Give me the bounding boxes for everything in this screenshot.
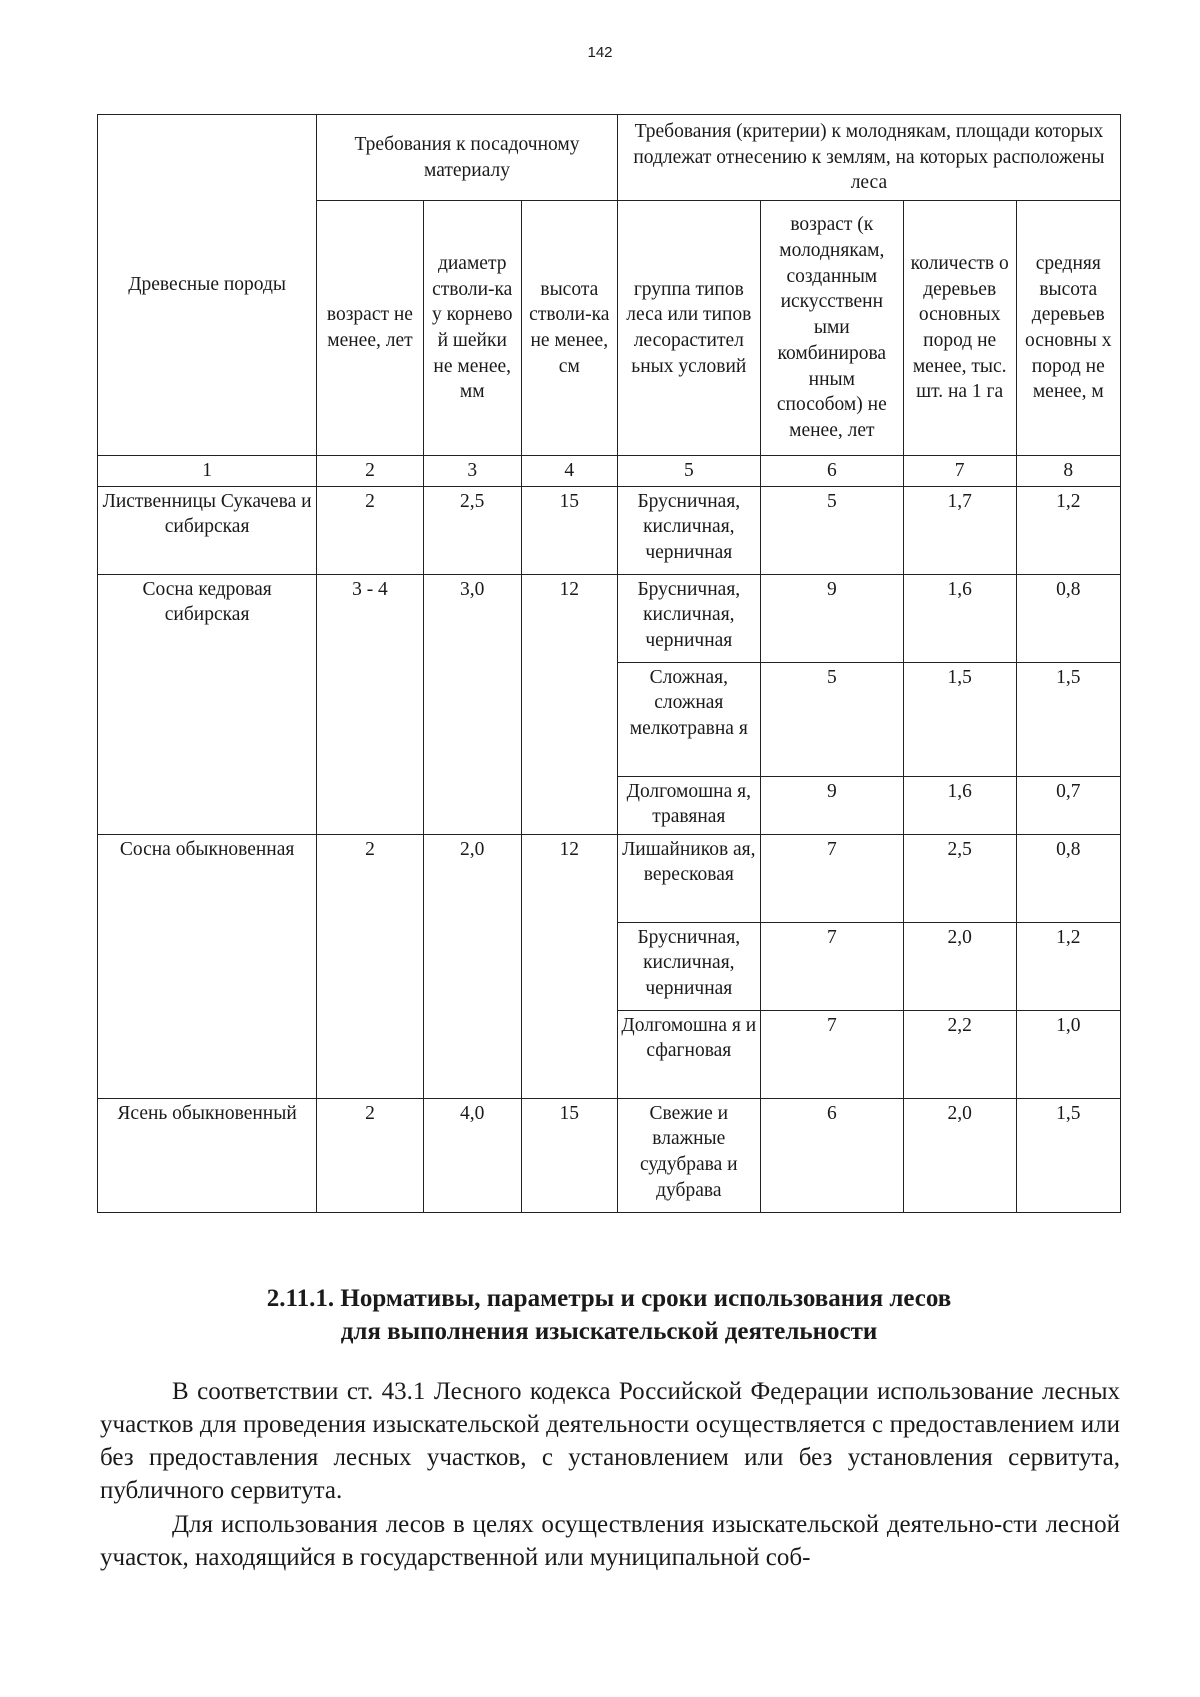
column-numbers-row [98, 456, 1121, 487]
section-heading-line-1: 2.11.1. Нормативы, параметры и сроки использования лесов [266, 1285, 952, 1312]
tree-count-cell: 2,2 [903, 1010, 1016, 1098]
header-diameter: диаметр стволи-ка у корнево й шейки не менее, мм [423, 201, 521, 456]
age-cell: 2 [317, 834, 423, 1098]
avg-height-cell: 0,8 [1016, 834, 1120, 922]
forest-type-cell: Брусничная, кисличная, черничная [617, 922, 760, 1010]
species-cell: Лиственницы Сукачева и сибирская [98, 486, 317, 574]
header-young-age: возраст (к молоднякам, созданным искусственн ыми комбинирова нным способом) не менее, лет [760, 201, 903, 456]
tree-count-cell: 1,6 [903, 574, 1016, 662]
young-age-cell: 9 [760, 776, 903, 834]
column-number: 4 [521, 456, 617, 487]
header-row-1 [98, 115, 1121, 201]
column-number: 2 [317, 456, 423, 487]
header-species: Древесные породы [98, 115, 317, 456]
age-cell: 3 - 4 [317, 574, 423, 834]
header-planting-material: Требования к посадочному материалу [317, 115, 618, 201]
column-number: 8 [1016, 456, 1120, 487]
section-heading [97, 1282, 1121, 1348]
species-cell: Сосна кедровая сибирская [98, 574, 317, 834]
avg-height-cell: 0,7 [1016, 776, 1120, 834]
tree-count-cell: 1,6 [903, 776, 1016, 834]
forest-type-cell: Долгомошна я, травяная [617, 776, 760, 834]
diameter-cell: 2,5 [423, 486, 521, 574]
forest-type-cell: Сложная, сложная мелкотравна я [617, 662, 760, 776]
young-age-cell: 7 [760, 1010, 903, 1098]
diameter-cell: 3,0 [423, 574, 521, 834]
header-forest-type: группа типов леса или типов лесорастител ьных условий [617, 201, 760, 456]
young-age-cell: 7 [760, 922, 903, 1010]
column-number: 6 [760, 456, 903, 487]
avg-height-cell: 1,0 [1016, 1010, 1120, 1098]
height-cell: 12 [521, 834, 617, 1098]
species-cell: Сосна обыкновенная [98, 834, 317, 1098]
height-cell: 15 [521, 1098, 617, 1212]
column-number: 7 [903, 456, 1016, 487]
species-cell: Ясень обыкновенный [98, 1098, 317, 1212]
diameter-cell: 4,0 [423, 1098, 521, 1212]
young-age-cell: 9 [760, 574, 903, 662]
table-row [98, 486, 1121, 574]
young-age-cell: 7 [760, 834, 903, 922]
section-heading-line-2: для выполнения изыскательской деятельности [340, 1318, 878, 1345]
column-number: 3 [423, 456, 521, 487]
age-cell: 2 [317, 1098, 423, 1212]
avg-height-cell: 1,5 [1016, 662, 1120, 776]
young-age-cell: 5 [760, 486, 903, 574]
table-row [98, 574, 1121, 662]
norms-table [97, 114, 1121, 1213]
tree-count-cell: 2,5 [903, 834, 1016, 922]
column-number: 1 [98, 456, 317, 487]
header-tree-count: количеств о деревьев основных пород не менее, тыс. шт. на 1 га [903, 201, 1016, 456]
header-age: возраст не менее, лет [317, 201, 423, 456]
young-age-cell: 5 [760, 662, 903, 776]
avg-height-cell: 1,5 [1016, 1098, 1120, 1212]
forest-type-cell: Брусничная, кисличная, черничная [617, 486, 760, 574]
forest-type-cell: Долгомошна я и сфагновая [617, 1010, 760, 1098]
table-row [98, 1098, 1121, 1212]
table-row [98, 834, 1121, 922]
paragraph-2: Для использования лесов в целях осуществления изыскательской деятельно-сти лесной участок, находящийся в государственной или муниципальной соб- [100, 1511, 1120, 1571]
header-height: высота стволи-ка не менее, см [521, 201, 617, 456]
column-number: 5 [617, 456, 760, 487]
paragraph-1: В соответствии ст. 43.1 Лесного кодекса Российской Федерации использование лесных участков для проведения изыскательской деятельности осуществляется с предоставлением или без предоставления лесных участков, с установлением или без установления сервитута, публичного сервитута. [100, 1378, 1120, 1504]
young-age-cell: 6 [760, 1098, 903, 1212]
header-avg-height: средняя высота деревьев основны х пород не менее, м [1016, 201, 1120, 456]
avg-height-cell: 1,2 [1016, 922, 1120, 1010]
forest-type-cell: Свежие и влажные судубрава и дубрава [617, 1098, 760, 1212]
height-cell: 15 [521, 486, 617, 574]
forest-type-cell: Брусничная, кисличная, черничная [617, 574, 760, 662]
diameter-cell: 2,0 [423, 834, 521, 1098]
header-young-stands: Требования (критерии) к молоднякам, площади которых подлежат отнесению к землям, на которых расположены леса [617, 115, 1120, 201]
age-cell: 2 [317, 486, 423, 574]
page-number: 142 [587, 44, 613, 61]
tree-count-cell: 2,0 [903, 922, 1016, 1010]
tree-count-cell: 2,0 [903, 1098, 1016, 1212]
forest-type-cell: Лишайников ая, вересковая [617, 834, 760, 922]
tree-count-cell: 1,5 [903, 662, 1016, 776]
tree-count-cell: 1,7 [903, 486, 1016, 574]
height-cell: 12 [521, 574, 617, 834]
avg-height-cell: 1,2 [1016, 486, 1120, 574]
avg-height-cell: 0,8 [1016, 574, 1120, 662]
